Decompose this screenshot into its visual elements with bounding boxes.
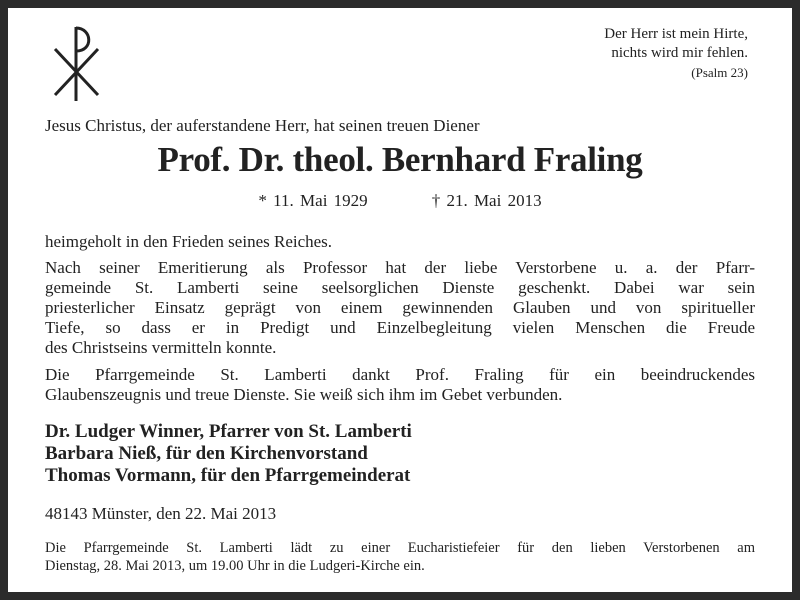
text-line: Die Pfarrgemeinde St. Lamberti lädt zu einer Eucharistiefeier für den lieben Verstorbenen am xyxy=(45,540,755,556)
signatory: Thomas Vormann, für den Pfarrgemeinderat xyxy=(45,465,411,486)
place-date: 48143 Münster, den 22. Mai 2013 xyxy=(45,504,277,523)
service-announcement xyxy=(45,539,755,575)
homecoming-text xyxy=(45,232,755,252)
psalm-line: nichts wird mir fehlen. xyxy=(611,45,748,61)
intro-text: Jesus Christus, der auferstandene Herr, hat seinen treuen Diener xyxy=(45,116,480,135)
text-line: priesterlicher Einsatz geprägt von einem gewinnenden Glauben und von spiritueller xyxy=(45,298,755,317)
psalm-line: Der Herr ist mein Hirte, xyxy=(604,26,748,42)
psalm-quote xyxy=(604,25,748,82)
signatory: Dr. Ludger Winner, Pfarrer von St. Lamberti xyxy=(45,421,412,442)
signatory: Barbara Nieß, für den Kirchenvorstand xyxy=(45,443,368,464)
text-line: Dienstag, 28. Mai 2013, um 19.00 Uhr in die Ludgeri-Kirche ein. xyxy=(45,558,425,574)
text-line: gemeinde St. Lamberti seine seelsorglichen Dienste geschenkt. Dabei war sein xyxy=(45,278,755,297)
text-line: des Christseins vermitteln konnte. xyxy=(45,338,277,357)
death-date: † 21. Mai 2013 xyxy=(431,191,542,210)
text-line: Nach seiner Emeritierung als Professor hat der liebe Verstorbene u. a. der Pfarr- xyxy=(45,258,755,277)
life-dates xyxy=(8,191,792,211)
text-line: heimgeholt in den Frieden seines Reiches. xyxy=(45,232,333,251)
chi-rho-icon xyxy=(52,25,102,101)
paragraph-1 xyxy=(45,258,755,358)
text-line: Tiefe, so dass er in Predigt und Einzelbegleitung vielen Menschen die Freude xyxy=(45,318,755,337)
signatories xyxy=(45,421,412,487)
paragraph-2 xyxy=(45,365,755,405)
birth-date: * 11. Mai 1929 xyxy=(258,191,368,210)
text-line: Glaubenszeugnis und treue Dienste. Sie weiß sich ihm im Gebet verbunden. xyxy=(45,385,563,404)
deceased-name: Prof. Dr. theol. Bernhard Fraling xyxy=(157,140,643,179)
text-line: Die Pfarrgemeinde St. Lamberti dankt Prof. Fraling für ein beeindruckendes xyxy=(45,365,755,384)
death-notice xyxy=(8,8,792,592)
psalm-reference: (Psalm 23) xyxy=(691,65,748,80)
